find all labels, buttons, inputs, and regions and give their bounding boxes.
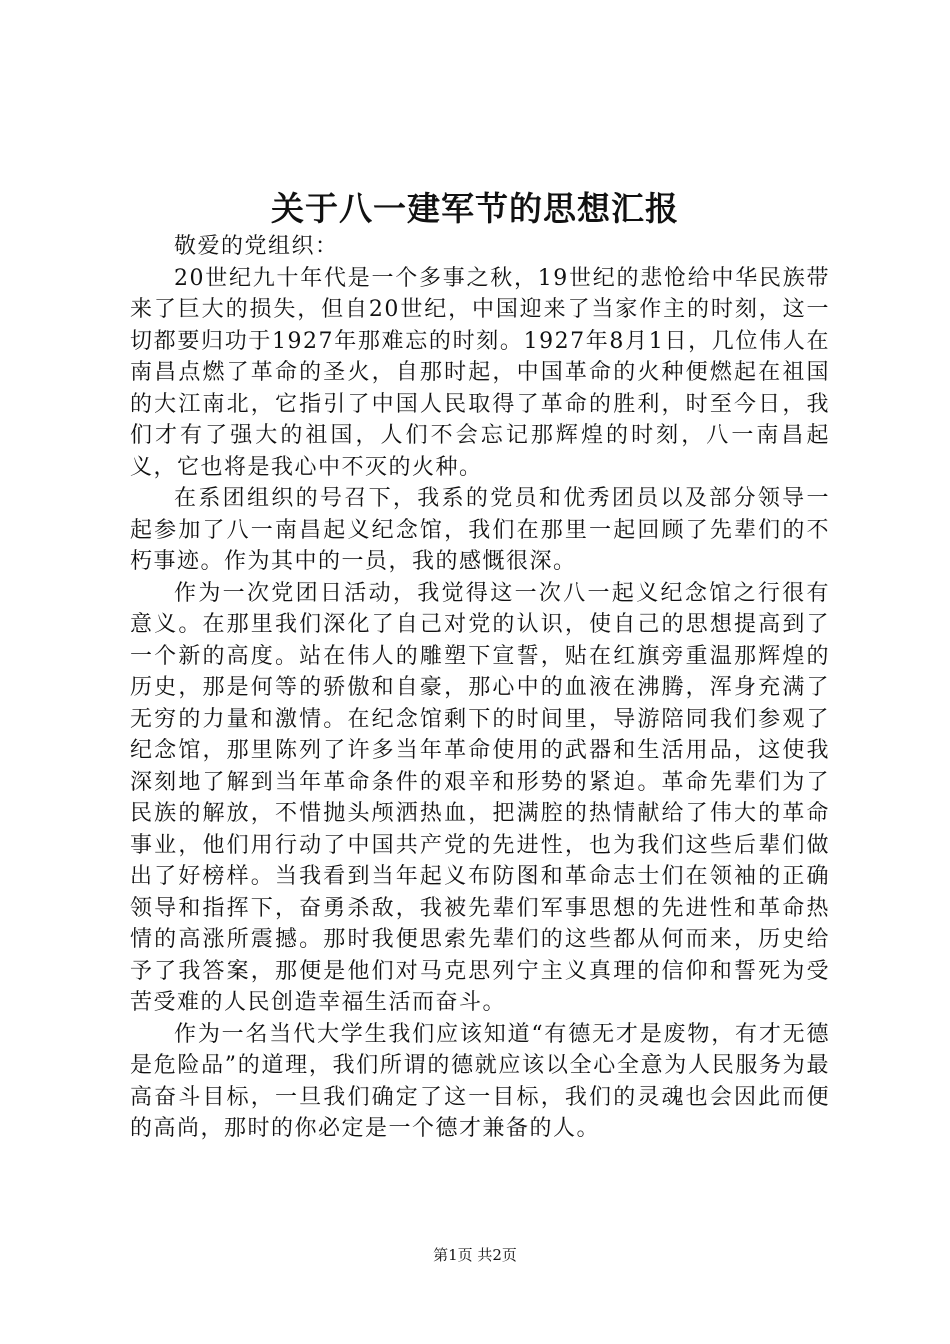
salutation: 敬爱的党组织： [174,234,339,259]
paragraph-1: 20世纪九十年代是一个多事之秋，19世纪的悲怆给中华民族带来了巨大的损失，但自20世纪，中国迎来了当家作主的时刻，这一切都要归功于1927年那难忘的时刻。1927年8月1日，几位伟人在南昌点燃了革命的圣火，自那时起，中国革命的火种便燃起在祖国的大江南北，它指引了中国人民取得了革命的胜利，时至今日，我们才有了强大的祖国，人们不会忘记那辉煌的时刻，八一南昌起义，它也将是我心中不灭的火种。 [130,265,830,480]
page-indicator: 第1页 共2页 [433,1246,517,1264]
document-body [130,231,830,1145]
paragraph-2: 在系团组织的号召下，我系的党员和优秀团员以及部分领导一起参加了八一南昌起义纪念馆，我们在那里一起回顾了先辈们的不朽事迹。作为其中的一员，我的感慨很深。 [130,486,830,574]
paragraph-4: 作为一名当代大学生我们应该知道“有德无才是废物，有才无德是危险品”的道理，我们所谓的德就应该以全心全意为人民服务为最高奋斗目标，一旦我们确定了这一目标，我们的灵魂也会因此而便的高尚，那时的你必定是一个德才兼备的人。 [130,1021,830,1141]
paragraph-3: 作为一次党团日活动，我觉得这一次八一起义纪念馆之行很有意义。在那里我们深化了自己对党的认识，使自己的思想提高到了一个新的高度。站在伟人的雕塑下宣誓，贴在红旗旁重温那辉煌的历史，那是何等的骄傲和自豪，那心中的血液在沸腾，浑身充满了无穷的力量和激情。在纪念馆剩下的时间里，导游陪同我们参观了纪念馆，那里陈列了许多当年革命使用的武器和生活用品，这使我深刻地了解到当年革命条件的艰辛和形势的紧迫。革命先辈们为了民族的解放，不惜抛头颅洒热血，把满腔的热情献给了伟大的革命事业，他们用行动了中国共产党的先进性，也为我们这些后辈们做出了好榜样。当我看到当年起义布防图和革命志士们在领袖的正确领导和指挥下，奋勇杀敌，我被先辈们军事思想的先进性和革命热情的高涨所震撼。那时我便思索先辈们的这些都从何而来，历史给予了我答案，那便是他们对马克思列宁主义真理的信仰和誓死为受苦受难的人民创造幸福生活而奋斗。 [130,580,830,1015]
document-title: 关于八一建军节的思想汇报 [271,189,679,228]
